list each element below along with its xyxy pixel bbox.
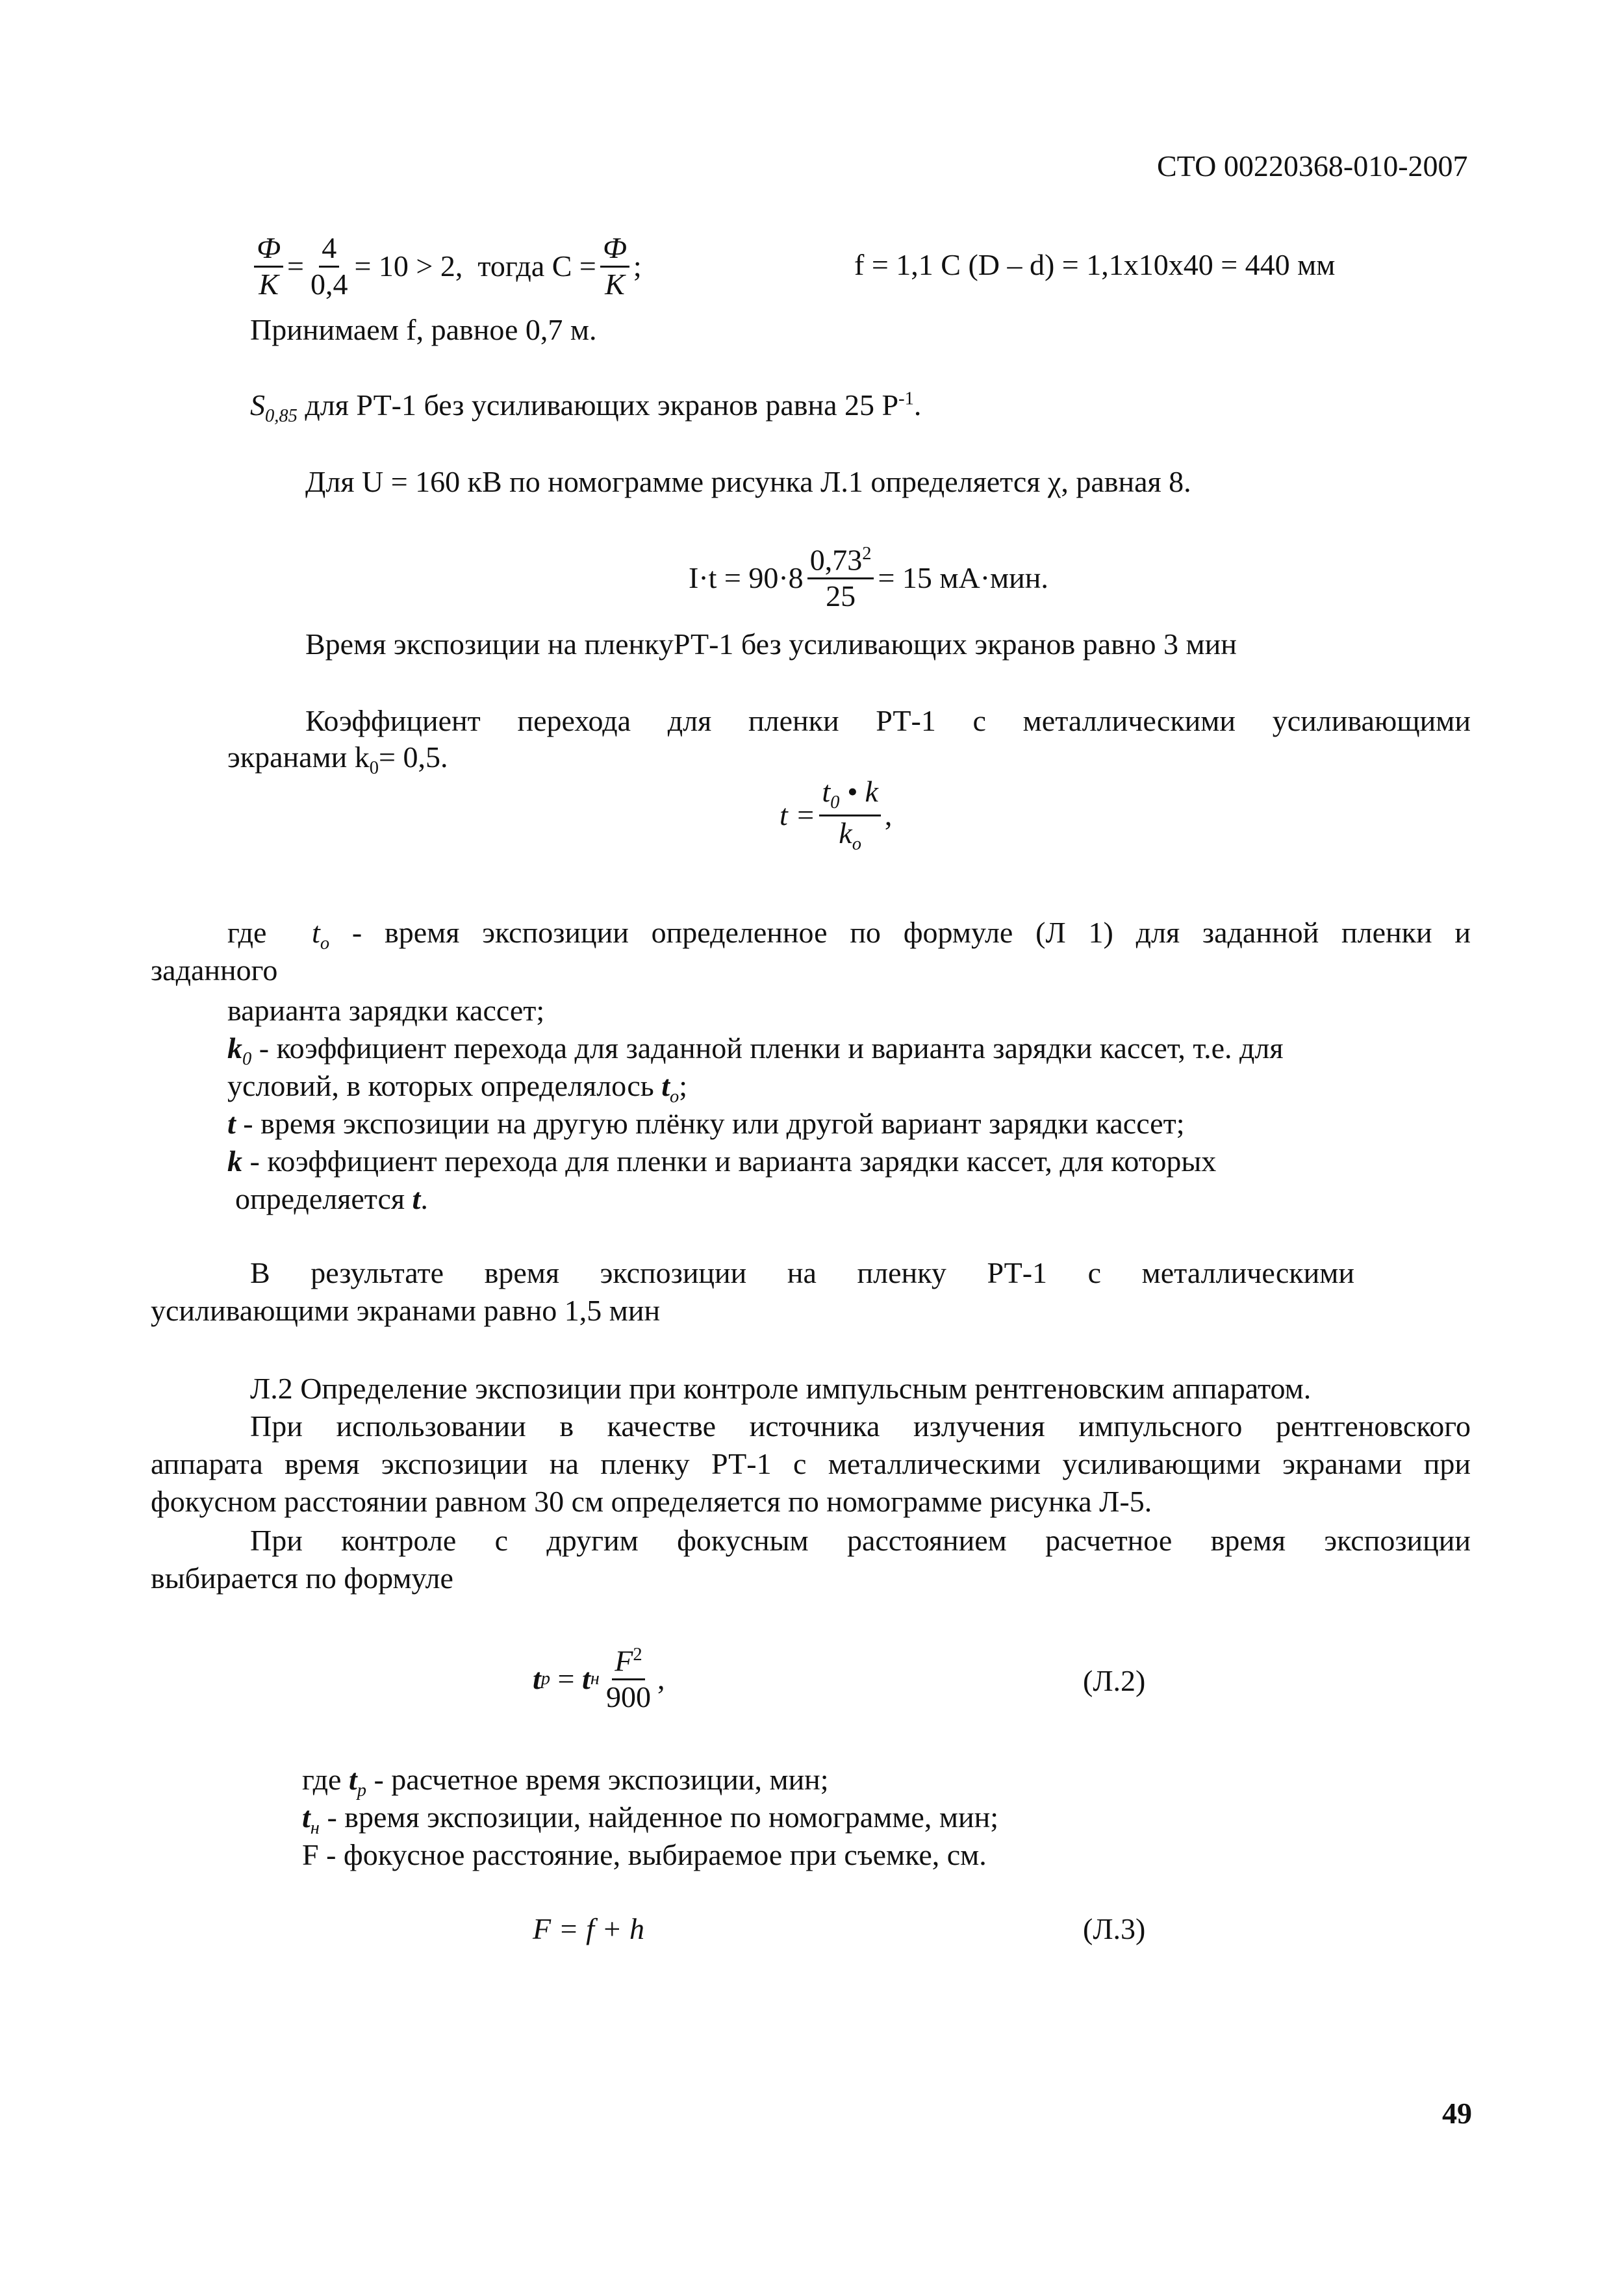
formula-l3: F = f + h	[533, 1912, 644, 1945]
where1-line6: t - время экспозиции на другую плёнку или другой вариант зарядки кассет;	[227, 1107, 1185, 1140]
where1-line7: k - коэффициент перехода для пленки и варианта зарядки кассет, для которых	[227, 1144, 1217, 1178]
formula-t: t = $\frac{t_0 • k}{k_o}$ ,	[780, 775, 893, 854]
section-l2-p1-line1: При использовании в качестве источника излучения импульсного рентгеновского	[250, 1409, 1471, 1443]
formula-l3-label: (Л.3)	[1083, 1912, 1146, 1945]
formula-l2: t p = t н $\frac{F^2}{900}$ ,	[533, 1644, 665, 1713]
where1-line4: $k_0$ - коэффициент перехода для заданной пленки и варианта зарядки кассет, т.е. для	[227, 1031, 1284, 1070]
where1-line3: варианта зарядки кассет;	[227, 994, 545, 1027]
result-line-1: В результате время экспозиции на пленку РТ-1 с металлическими	[250, 1256, 1354, 1289]
page-number: 49	[1442, 2097, 1472, 2130]
where1-line8: определяется t.	[235, 1182, 428, 1215]
accept-line: Принимаем f, равное 0,7 м.	[250, 313, 597, 346]
where2-line1: где $t_p$ - расчетное время экспозиции, мин;	[302, 1763, 829, 1801]
where1-line5: условий, в которых определялось $t_o$;	[227, 1069, 688, 1107]
exposure-line: Время экспозиции на пленкуРТ-1 без усиливающих экранов равно 3 мин	[305, 627, 1237, 661]
fraction-4-04: $\frac{4}{0,4}$	[310, 231, 348, 301]
section-l2-p1-line3: фокусном расстоянии равном 30 см определяется по номограмме рисунка Л-5.	[151, 1485, 1152, 1518]
where1-line2: заданного	[151, 954, 278, 987]
formula-l2-label: (Л.2)	[1083, 1664, 1146, 1697]
f-formula: f = 1,1 C (D – d) = 1,1x10x40 = 440 мм	[854, 248, 1336, 281]
coefficient-line-2: экранами $k_0= 0,5$.	[227, 740, 448, 779]
section-l2-p2-line2: выбирается по формуле	[151, 1561, 453, 1595]
fraction-073-25: $\frac{0,73^2}{25}$	[807, 544, 874, 612]
section-l2-title: Л.2 Определение экспозиции при контроле импульсным рентгеновским аппаратом.	[250, 1372, 1312, 1405]
it-formula: I·t = 90·8 $\frac{0,73^2}{25}$ = 15 мА·мин.	[689, 543, 1048, 613]
sensitivity-line: $S_{0,85}$ для РТ-1 без усиливающих экранов равна 25 $Р^{-1}$.	[250, 388, 922, 427]
result-line-2: усиливающими экранами равно 1,5 мин	[151, 1294, 661, 1327]
where1-line1: где $t_o$ - время экспозиции определенное по формуле (Л 1) для заданной пленки и	[227, 916, 1471, 954]
where2-line2: $t_н$ - время экспозиции, найденное по номограмме, мин;	[302, 1801, 998, 1839]
nomogram-line: Для U = 160 кВ по номограмме рисунка Л.1 определяется χ, равная 8.	[305, 465, 1191, 498]
fraction-phi-k: $\frac{Ф}{К}$	[254, 233, 283, 300]
section-l2-p1-line2: аппарата время экспозиции на пленку РТ-1 с металлическими усиливающими экранами при	[151, 1447, 1471, 1480]
fraction-phi-k-2: $\frac{Ф}{К}$	[600, 233, 629, 300]
document-code: СТО 00220368-010-2007	[1157, 149, 1468, 183]
coefficient-line-1: Коэффициент перехода для пленки РТ-1 с металлическими усиливающими	[305, 704, 1471, 737]
fraction-t0k-ko: $\frac{t_0 • k}{k_o}$	[819, 776, 881, 853]
where2-line3: F - фокусное расстояние, выбираемое при съемке, см.	[302, 1838, 987, 1871]
section-l2-p2-line1: При контроле с другим фокусным расстоянием расчетное время экспозиции	[250, 1524, 1471, 1557]
fraction-f2-900: $\frac{F^2}{900}$	[605, 1644, 651, 1713]
ratio-formula: $\frac{Ф}{К}$ = $\frac{4}{0,4}$ = 10 > 2, тогда С = $\frac{Ф}{К}$ ;	[250, 221, 642, 312]
